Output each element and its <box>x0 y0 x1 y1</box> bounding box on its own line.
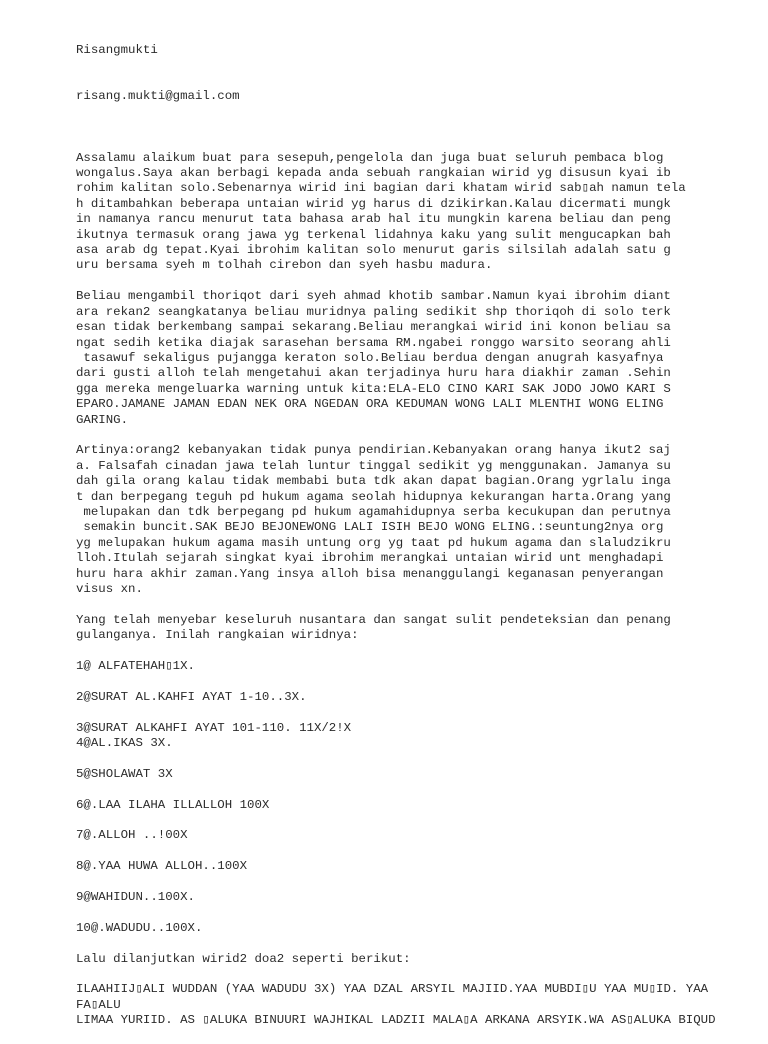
text-line: 5@SHOLAWAT 3X <box>76 766 173 781</box>
document-page <box>76 12 736 1044</box>
blank-line <box>76 936 736 951</box>
text-line: uru bersama syeh m tolhah cirebon dan syeh hasbu madura. <box>76 258 493 273</box>
text-line: rohim kalitan solo.Sebenarnya wirid ini bagian dari khatam wirid sab▯ah namun tela <box>76 181 686 196</box>
paragraph <box>76 890 736 905</box>
text-line: visus xn. <box>76 581 143 596</box>
text-line: gulanganya. Inilah rangkaian wiridnya: <box>76 628 359 643</box>
paragraph <box>76 690 736 705</box>
text-line: gga mereka mengeluarka warning untuk kita:ELA-ELO CINO KARI SAK JODO JOWO KARI S <box>76 381 671 396</box>
text-line: melupakan dan tdk berpegang pd hukum agamahidupnya serba kecukupan dan perutnya <box>76 504 671 519</box>
paragraph <box>76 613 736 644</box>
paragraph <box>76 921 736 936</box>
paragraph <box>76 798 736 813</box>
text-line: huru hara akhir zaman.Yang insya alloh bisa menanggulangi keganasan penyerangan <box>76 566 664 581</box>
text-line: 6@.LAA ILAHA ILLALLOH 100X <box>76 797 270 812</box>
text-line: Artinya:orang2 kebanyakan tidak punya pendirian.Kebanyakan orang hanya ikut2 saj <box>76 443 671 458</box>
text-line: 9@WAHIDUN..100X. <box>76 889 195 904</box>
text-line: 2@SURAT AL.KAHFI AYAT 1-10..3X. <box>76 689 307 704</box>
text-line: EPARO.JAMANE JAMAN EDAN NEK ORA NGEDAN ORA KEDUMAN WONG LALI MLENTHI WONG ELING <box>76 397 664 412</box>
text-line: 8@.YAA HUWA ALLOH..100X <box>76 859 248 874</box>
text-line: Beliau mengambil thoriqot dari syeh ahmad khotib sambar.Namun kyai ibrohim diant <box>76 289 671 304</box>
text-line: ILAAHIIJ▯ALI WUDDAN (YAA WADUDU 3X) YAA DZAL ARSYIL MAJIID.YAA MUBDI▯U YAA MU▯ID. YAA <box>76 982 709 997</box>
text-line: 10@.WADUDU..100X. <box>76 920 203 935</box>
text-line: FA▯ALU <box>76 997 121 1012</box>
blank-line <box>76 597 736 612</box>
text-line: Yang telah menyebar keseluruh nusantara dan sangat sulit pendeteksian dan penang <box>76 612 671 627</box>
text-line: lloh.Itulah sejarah singkat kyai ibrohim merangkai untaian wirid unt menghadapi <box>76 551 664 566</box>
paragraph <box>76 859 736 874</box>
blank-line <box>76 813 736 828</box>
paragraph <box>76 828 736 843</box>
paragraph <box>76 982 736 1028</box>
blank-line <box>76 875 736 890</box>
text-line: ngat sedih ketika diajak sarasehan bersama RM.ngabei ronggo warsito seorang ahli <box>76 335 671 350</box>
text-line: asa arab dg tepat.Kyai ibrohim kalitan solo menurut garis silsilah adalah satu g <box>76 243 671 258</box>
text-line: 4@AL.IKAS 3X. <box>76 735 173 750</box>
author-name: Risangmukti <box>76 42 158 57</box>
blank-line <box>76 644 736 659</box>
paragraph <box>76 767 736 782</box>
author-email: risang.mukti@gmail.com <box>76 89 240 104</box>
blank-line <box>76 782 736 797</box>
paragraph <box>76 443 736 597</box>
text-line: 3@SURAT ALKAHFI AYAT 101-110. 11X/2!X <box>76 720 352 735</box>
text-line: ikutnya termasuk orang jawa yg terkenal lidahnya kaku yang sulit mengucapkan bah <box>76 227 671 242</box>
text-line: a. Falsafah cinadan jawa telah luntur tinggal sedikit yg menggunakan. Jamanya su <box>76 458 671 473</box>
text-line: 1@ ALFATEHAH▯1X. <box>76 658 195 673</box>
blank-line <box>76 705 736 720</box>
text-line: tasawuf sekaligus pujangga keraton solo.Beliau berdua dengan anugrah kasyafnya <box>76 350 664 365</box>
blank-line <box>76 905 736 920</box>
text-line: Assalamu alaikum buat para sesepuh,pengelola dan juga buat seluruh pembaca blog <box>76 150 664 165</box>
text-line: esan tidak berkembang sampai sekarang.Beliau merangkai wirid ini konon beliau sa <box>76 320 671 335</box>
blank-line <box>76 967 736 982</box>
text-line: t dan berpegang teguh pd hukum agama seolah hidupnya kekurangan harta.Orang yang <box>76 489 671 504</box>
text-line: in namanya rancu menurut tata bahasa arab hal itu mungkin karena beliau dan peng <box>76 212 671 227</box>
blank-line <box>76 844 736 859</box>
text-line: h ditambahkan beberapa untaian wirid yg harus di dzikirkan.Kalau dicermati mungk <box>76 196 671 211</box>
blank-line <box>76 135 736 150</box>
paragraph <box>76 289 736 428</box>
blank-line <box>76 751 736 766</box>
blank-line <box>76 428 736 443</box>
text-line: yg melupakan hukum agama masih untung org yg taat pd hukum agama dan slaludzikru <box>76 535 671 550</box>
paragraph <box>76 721 736 752</box>
document-body <box>76 135 736 1028</box>
text-line: Lalu dilanjutkan wirid2 doa2 seperti berikut: <box>76 951 411 966</box>
text-line: dah gila orang kalau tidak membabi buta tdk akan dapat bagian.Orang ygrlalu inga <box>76 474 671 489</box>
paragraph <box>76 952 736 967</box>
paragraph <box>76 659 736 674</box>
text-line: wongalus.Saya akan berbagi kepada anda sebuah rangkaian wirid yg disusun kyai ib <box>76 166 671 181</box>
text-line: ara rekan2 seangkatanya beliau muridnya paling sedikit shp thoriqoh di solo terk <box>76 304 671 319</box>
text-line: semakin buncit.SAK BEJO BEJONEWONG LALI ISIH BEJO WONG ELING.:seuntung2nya org <box>76 520 664 535</box>
paragraph <box>76 151 736 274</box>
text-line: dari gusti alloh telah mengetahui akan terjadinya huru hara diakhir zaman .Sehin <box>76 366 671 381</box>
text-line: LIMAA YURIID. AS ▯ALUKA BINUURI WAJHIKAL LADZII MALA▯A ARKANA ARSYIK.WA AS▯ALUKA BIQUD <box>76 1013 716 1028</box>
blank-line <box>76 674 736 689</box>
blank-line <box>76 274 736 289</box>
text-line: GARING. <box>76 412 129 427</box>
text-line: 7@.ALLOH ..!00X <box>76 828 188 843</box>
